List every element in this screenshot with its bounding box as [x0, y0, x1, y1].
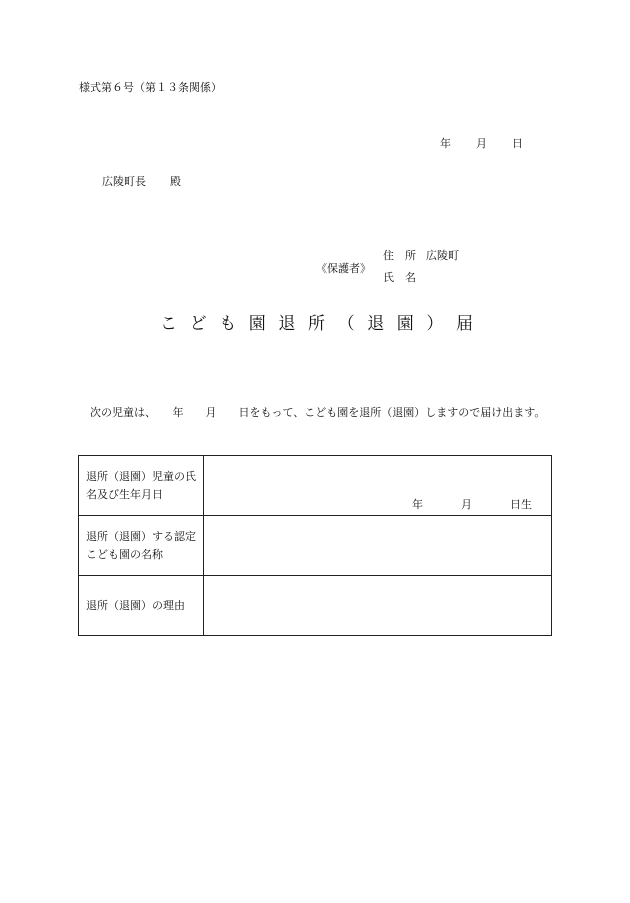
addressee-honorific: 殿 [170, 175, 181, 188]
addressee [102, 176, 181, 187]
info-table [78, 455, 552, 636]
child-name-birth-field[interactable] [204, 456, 552, 516]
reason-field[interactable] [204, 576, 552, 636]
table-row [79, 576, 552, 636]
table-row [79, 516, 552, 576]
form-number: 様式第６号（第１３条関係） [79, 81, 222, 94]
row-label-child: 退所（退園）児童の氏名及び生年月日 [79, 456, 204, 516]
body-paragraph: 次の児童は、 年 月 日をもって、こども園を退所（退園）しますので届け出ます。 [79, 406, 546, 419]
birth-month: 月 [461, 498, 472, 511]
name-label: 氏 名 [383, 271, 416, 284]
addressee-name: 広陵町長 [102, 175, 146, 188]
date-line [440, 138, 523, 149]
birth-date-labels [412, 496, 532, 512]
row-label-facility: 退所（退園）する認定こども園の名称 [79, 516, 204, 576]
date-day: 日 [512, 137, 523, 150]
address-value: 広陵町 [426, 249, 459, 262]
table-row [79, 456, 552, 516]
birth-day: 日生 [510, 498, 532, 511]
document-title: こども園退所（退園）届 [160, 314, 486, 334]
guardian-label: 《保護者》 [316, 262, 371, 275]
date-month: 月 [476, 137, 487, 150]
address-label: 住 所 [383, 249, 416, 262]
row-label-reason: 退所（退園）の理由 [79, 576, 204, 636]
facility-name-field[interactable] [204, 516, 552, 576]
birth-year: 年 [412, 498, 423, 511]
address-row [383, 250, 459, 261]
date-year: 年 [440, 137, 451, 150]
